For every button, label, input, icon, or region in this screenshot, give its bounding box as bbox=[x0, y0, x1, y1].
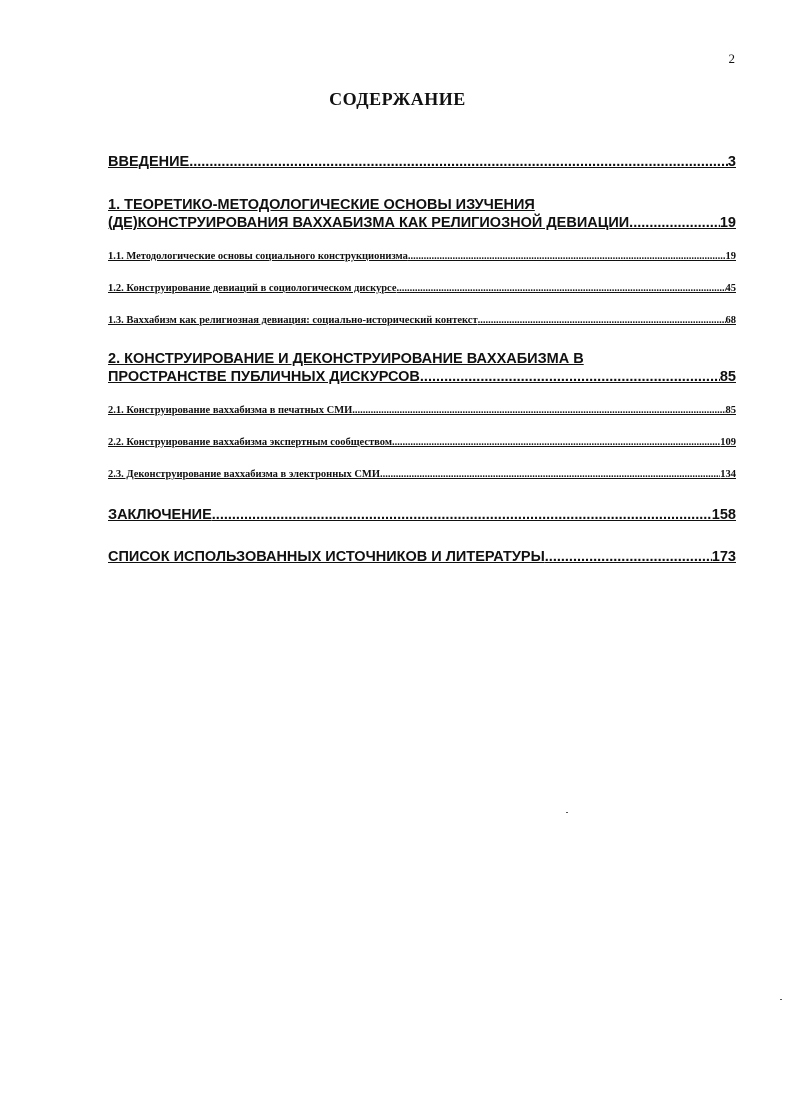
toc-page-number: 173 bbox=[711, 549, 736, 565]
toc-chapter-1-line1[interactable]: 1. ТЕОРЕТИКО-МЕТОДОЛОГИЧЕСКИЕ ОСНОВЫ ИЗУЧЕНИЯ bbox=[108, 197, 535, 213]
toc-entry-label: ПРОСТРАНСТВЕ ПУБЛИЧНЫХ ДИСКУРСОВ bbox=[108, 369, 420, 385]
toc-chapter-2-line1[interactable]: 2. КОНСТРУИРОВАНИЕ И ДЕКОНСТРУИРОВАНИЕ ВАХХАБИЗМА В bbox=[108, 351, 584, 367]
toc-entry-label: 2.3. Деконструирование ваххабизма в электронных СМИ bbox=[108, 469, 380, 480]
toc-page-number: 158 bbox=[711, 507, 736, 523]
dot-leader bbox=[212, 506, 712, 524]
toc-page-number: 3 bbox=[727, 154, 736, 170]
toc-entry-label: 2.1. Конструирование ваххабизма в печатных СМИ bbox=[108, 405, 353, 416]
toc-page-number: 109 bbox=[720, 437, 736, 448]
dot-leader bbox=[478, 314, 726, 327]
scan-speck bbox=[566, 812, 568, 813]
dot-leader bbox=[408, 250, 726, 263]
toc-entry-label: 1.2. Конструирование девиаций в социологическом дискурсе bbox=[108, 283, 397, 294]
toc-entry-section-1-2[interactable] bbox=[108, 282, 736, 295]
toc-page-number: 68 bbox=[725, 315, 736, 326]
dot-leader bbox=[397, 282, 726, 295]
toc-entry-section-2-3[interactable] bbox=[108, 468, 736, 481]
dot-leader bbox=[189, 153, 728, 171]
toc-entry-label: ВВЕДЕНИЕ bbox=[108, 154, 190, 170]
toc-page-number: 19 bbox=[719, 215, 736, 231]
toc-entry-label: СПИСОК ИСПОЛЬЗОВАННЫХ ИСТОЧНИКОВ И ЛИТЕРАТУРЫ bbox=[108, 549, 545, 565]
page-number: 2 bbox=[728, 51, 735, 66]
toc-entry-section-1-3[interactable] bbox=[108, 314, 736, 327]
toc-page-number: 85 bbox=[725, 405, 736, 416]
dot-leader bbox=[629, 214, 720, 232]
scan-speck bbox=[780, 999, 782, 1000]
toc-entry-introduction[interactable] bbox=[108, 153, 736, 171]
toc-page-number: 85 bbox=[719, 369, 736, 385]
toc-entry-label: 1.1. Методологические основы социального конструкционизма bbox=[108, 251, 408, 262]
dot-leader bbox=[545, 548, 712, 566]
toc-page-number: 19 bbox=[725, 251, 736, 262]
dot-leader bbox=[420, 368, 720, 386]
toc-entry-section-2-2[interactable] bbox=[108, 436, 736, 449]
toc-entry-label: 2.2. Конструирование ваххабизма экспертным сообществом bbox=[108, 437, 392, 448]
toc-entry-label: ЗАКЛЮЧЕНИЕ bbox=[108, 507, 212, 523]
toc-title: СОДЕРЖАНИЕ bbox=[329, 89, 466, 109]
toc-page-number: 134 bbox=[720, 469, 736, 480]
dot-leader bbox=[392, 436, 720, 449]
toc-entry-section-1-1[interactable] bbox=[108, 250, 736, 263]
toc-page-number: 45 bbox=[725, 283, 736, 294]
toc-entry-chapter-1[interactable] bbox=[108, 214, 736, 232]
toc-entry-label: (ДЕ)КОНСТРУИРОВАНИЯ ВАХХАБИЗМА КАК РЕЛИГИОЗНОЙ ДЕВИАЦИИ bbox=[108, 215, 630, 231]
toc-entry-chapter-2[interactable] bbox=[108, 368, 736, 386]
dot-leader bbox=[380, 468, 720, 481]
toc-entry-references[interactable] bbox=[108, 548, 736, 566]
toc-entry-label: 1.3. Ваххабизм как религиозная девиация: социально-исторический контекст bbox=[108, 315, 478, 326]
dot-leader bbox=[352, 404, 725, 417]
toc-entry-section-2-1[interactable] bbox=[108, 404, 736, 417]
toc-entry-conclusion[interactable] bbox=[108, 506, 736, 524]
